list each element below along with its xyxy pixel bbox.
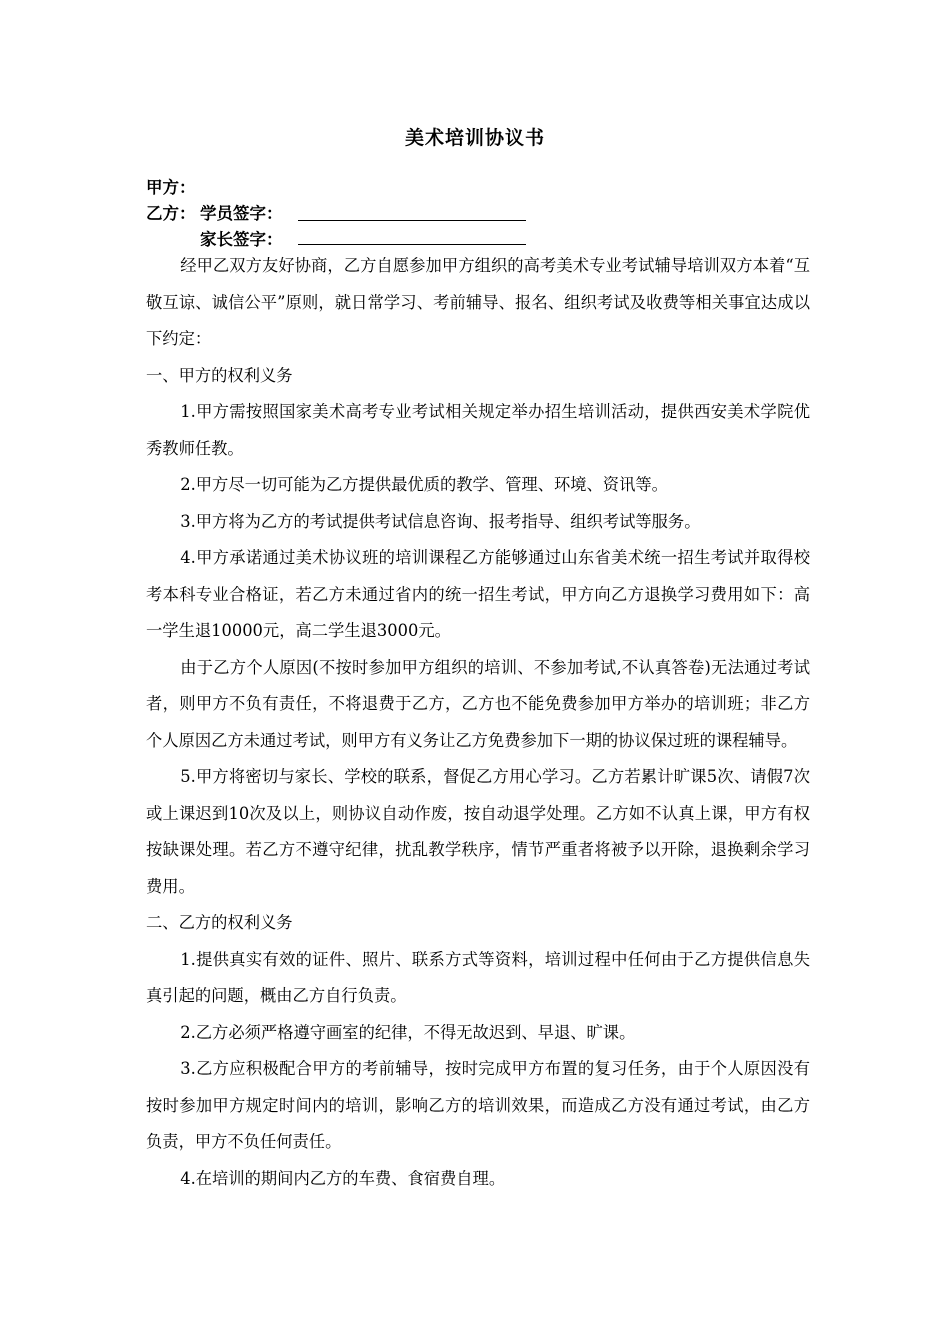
parent-sign-label: 家长签字： [200,230,283,249]
student-sign-label: 学员签字： [200,204,283,223]
agreement-paragraph: 由于乙方个人原因(不按时参加甲方组织的培训、不参加考试,不认真答卷)无法通过考试者，则甲方不负有责任，不将退费于乙方，乙方也不能免费参加甲方举办的培训班；非乙方个人原因乙方未通过考试，则甲方有义务让乙方免费参加下一期的协议保过班的课程辅导。 [146,657,810,750]
agreement-paragraph: 1.提供真实有效的证件、照片、联系方式等资料，培训过程中任何由于乙方提供信息失真引起的问题，概由乙方自行负责。 [146,949,810,1005]
agreement-paragraph: 3.甲方将为乙方的考试提供考试信息咨询、报考指导、组织考试等服务。 [180,511,701,531]
agreement-paragraph: 经甲乙双方友好协商，乙方自愿参加甲方组织的高考美术专业考试辅导培训双方本着“互敬互谅、诚信公平”原则，就日常学习、考前辅导、报名、组织考试及收费等相关事宜达成以下约定： [146,256,810,348]
agreement-paragraph: 1.甲方需按照国家美术高考专业考试相关规定举办招生培训活动，提供西安美术学院优秀教师任教。 [146,402,810,458]
agreement-paragraph: 4.在培训的期间内乙方的车费、食宿费自理。 [180,1168,506,1188]
party-b-label: 乙方： [146,204,196,223]
parent-signature-line [298,244,526,245]
agreement-paragraph: 2.乙方必须严格遵守画室的纪律，不得无故迟到、早退、旷课。 [180,1022,636,1042]
agreement-body [146,248,810,1197]
student-signature-line [298,220,526,221]
agreement-paragraph: 5.甲方将密切与家长、学校的联系，督促乙方用心学习。乙方若累计旷课5次、请假7次或上课迟到10次及以上，则协议自动作废，按自动退学处理。乙方如不认真上课，甲方有权按缺课处理。若乙方不遵守纪律，扰乱教学秩序，情节严重者将被予以开除，退换剩余学习费用。 [146,767,810,896]
agreement-paragraph: 3.乙方应积极配合甲方的考前辅导，按时完成甲方布置的复习任务，由于个人原因没有按时参加甲方规定时间内的培训，影响乙方的培训效果，而造成乙方没有通过考试，由乙方负责，甲方不负任何责任。 [146,1059,810,1151]
agreement-paragraph: 2.甲方尽一切可能为乙方提供最优质的教学、管理、环境、资讯等。 [180,475,668,494]
section-heading: 二、乙方的权利义务 [146,913,293,932]
agreement-paragraph: 4.甲方承诺通过美术协议班的培训课程乙方能够通过山东省美术统一招生考试并取得校考本科专业合格证，若乙方未通过省内的统一招生考试，甲方向乙方退换学习费用如下：高一学生退10000元，高二学生退3000元。 [146,548,810,640]
document-title: 美术培训协议书 [404,127,545,149]
party-a-label: 甲方： [146,178,196,197]
section-heading: 一、甲方的权利义务 [146,365,293,385]
